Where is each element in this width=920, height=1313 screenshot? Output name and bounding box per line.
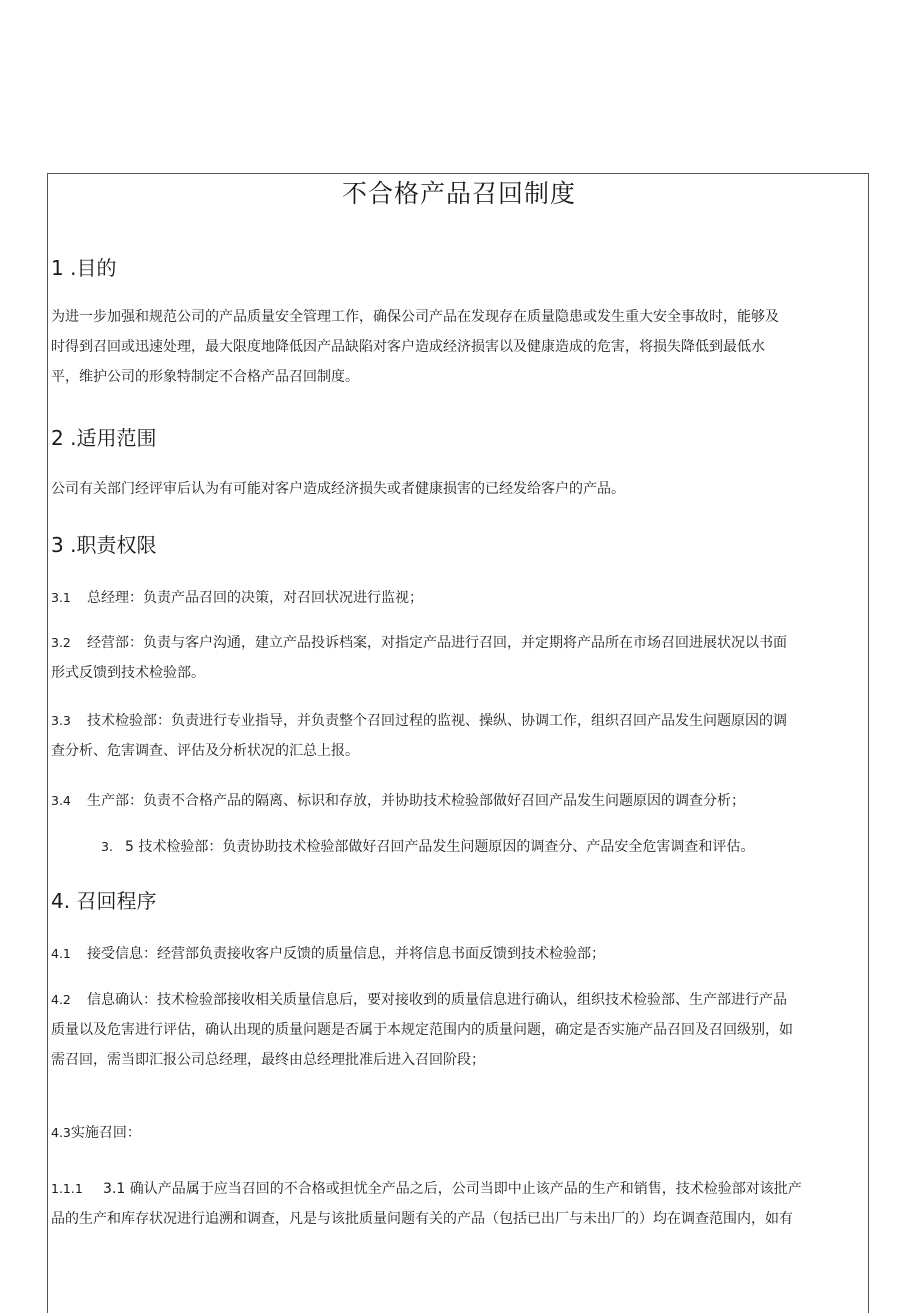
item-number: 3.1 xyxy=(51,590,71,605)
item-3-4 xyxy=(51,786,867,816)
item-number: 4.2 xyxy=(51,992,71,1007)
item-text: 实施召回： xyxy=(70,1125,141,1141)
item-text: 经营部：负责与客户沟通，建立产品投诉档案，对指定产品进行召回，并定期将产品所在市场召回进展状况以书面 xyxy=(87,635,787,651)
section-heading-purpose: 1 .目的 xyxy=(51,256,117,280)
item-number: 3.3 xyxy=(51,713,71,728)
section-heading-recall-procedure: 4. 召回程序 xyxy=(51,889,157,913)
item-number: 3.2 xyxy=(51,635,71,650)
item-number: 3. xyxy=(101,839,113,854)
text-line: 为进一步加强和规范公司的产品质量安全管理工作，确保公司产品在发现存在质量隐患或发生重大安全事故时，能够及 xyxy=(51,309,779,325)
item-text: 信息确认：技术检验部接收相关质量信息后，要对接收到的质量信息进行确认，组织技术检验部、生产部进行产品 xyxy=(87,992,787,1008)
section-heading-scope: 2 .适用范围 xyxy=(51,426,157,450)
section-body-purpose xyxy=(51,302,867,392)
item-3-2 xyxy=(51,628,867,688)
item-number: 1.1.1 xyxy=(51,1181,83,1196)
item-text: 接受信息：经营部负责接收客户反馈的质量信息，并将信息书面反馈到技术检验部； xyxy=(87,946,605,962)
item-3-5 xyxy=(101,832,867,862)
document-frame xyxy=(47,173,869,1313)
item-3-1 xyxy=(51,583,867,613)
section-heading-responsibilities: 3 .职责权限 xyxy=(51,533,157,557)
item-4-3 xyxy=(51,1118,867,1148)
item-text: 3.1 确认产品属于应当召回的不合格或担忧全产品之后，公司当即中止该产品的生产和销售，技术检验部对该批产 xyxy=(103,1181,802,1197)
item-text: 质量以及危害进行评估，确认出现的质量问题是否属于本规定范围内的质量问题，确定是否实施产品召回及召回级别，如 xyxy=(51,1022,793,1038)
item-4-2 xyxy=(51,985,867,1075)
item-text: 查分析、危害调查、评估及分析状况的汇总上报。 xyxy=(51,743,359,759)
item-number: 3.4 xyxy=(51,793,71,808)
item-4-1 xyxy=(51,939,867,969)
item-4-3-1 xyxy=(51,1174,867,1234)
section-body-scope xyxy=(51,474,867,504)
text-line: 平，维护公司的形象特制定不合格产品召回制度。 xyxy=(51,369,359,385)
item-text: 总经理：负责产品召回的决策，对召回状况进行监视； xyxy=(87,590,423,606)
item-text: 品的生产和库存状况进行追溯和调查，凡是与该批质量问题有关的产品（包括已出厂与未出厂的）均在调查范围内，如有 xyxy=(51,1211,793,1227)
item-text: 需召回，需当即汇报公司总经理，最终由总经理批准后进入召回阶段； xyxy=(51,1052,485,1068)
item-text: 技术检验部：负责进行专业指导，并负责整个召回过程的监视、操纵、协调工作，组织召回产品发生问题原因的调 xyxy=(87,713,787,729)
text-line: 公司有关部门经评审后认为有可能对客户造成经济损失或者健康损害的已经发给客户的产品。 xyxy=(51,481,625,497)
text-line: 时得到召回或迅速处理，最大限度地降低因产品缺陷对客户造成经济损害以及健康造成的危害，将损失降低到最低水 xyxy=(51,339,765,355)
item-3-3 xyxy=(51,706,867,766)
item-number: 4.1 xyxy=(51,946,71,961)
item-text: 生产部：负责不合格产品的隔离、标识和存放，并协助技术检验部做好召回产品发生问题原因的调查分析； xyxy=(87,793,745,809)
item-text: 5 技术检验部：负责协助技术检验部做好召回产品发生问题原因的调查分、产品安全危害调查和评估。 xyxy=(125,839,755,855)
item-text: 形式反馈到技术检验部。 xyxy=(51,665,205,681)
document-title: 不合格产品召回制度 xyxy=(341,179,576,208)
item-number: 4.3 xyxy=(51,1125,71,1140)
